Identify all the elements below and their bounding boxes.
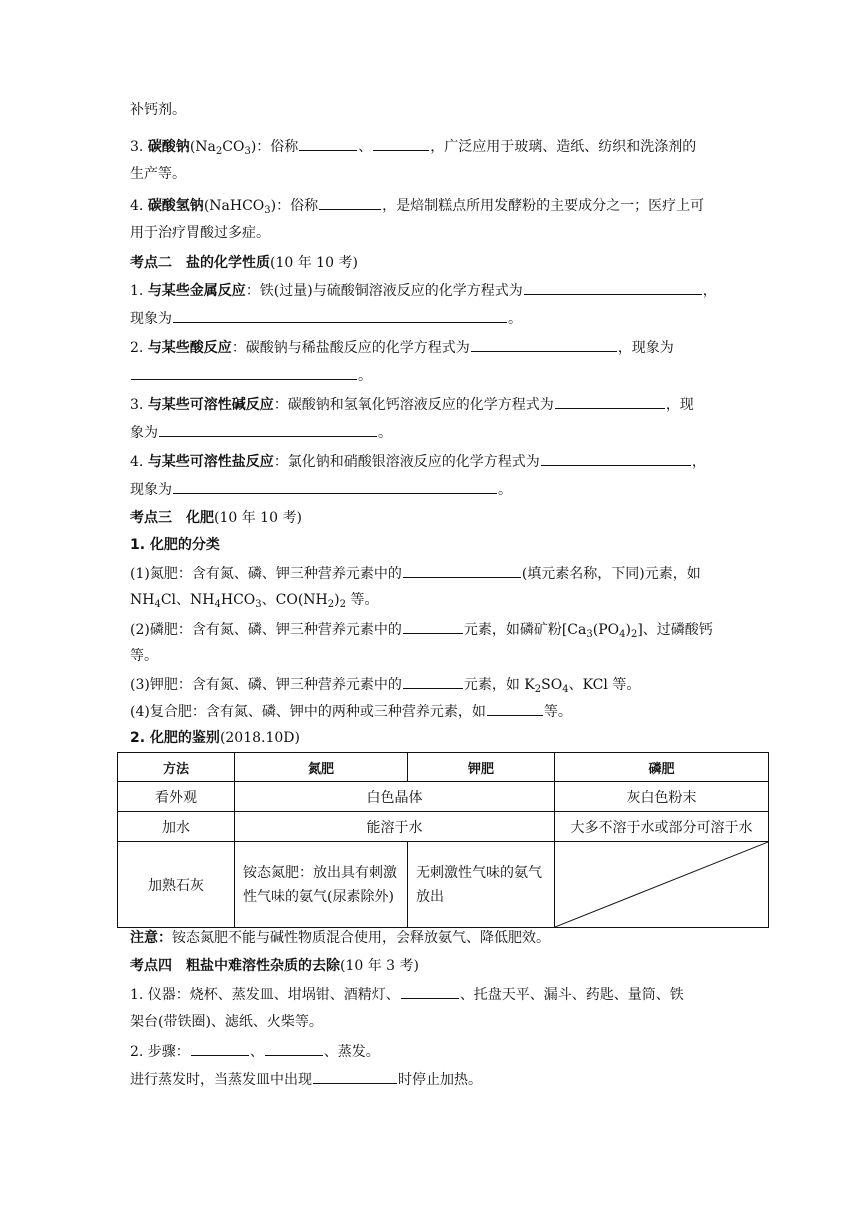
text-line: 。 <box>130 363 372 387</box>
sodium-bicarbonate-line: 4. 碳酸氢钠(NaHCO$_3$)：俗称 ，是焙制糕点所用发酵粉的主要成分之一；医疗上可 <box>130 193 704 217</box>
table-header: 磷肥 <box>555 753 769 782</box>
answer-blank[interactable] <box>191 1039 249 1056</box>
table-header: 方法 <box>118 753 235 782</box>
answer-blank[interactable] <box>524 278 702 295</box>
answer-blank[interactable] <box>131 363 357 380</box>
diagonal-cell <box>555 842 769 928</box>
table-cell: 白色晶体 <box>235 782 555 812</box>
table-cell: 加水 <box>118 812 235 842</box>
phosphate-fertilizer: (2)磷肥：含有氮、磷、钾三种营养元素中的 元素，如磷矿粉$[Ca_3(PO_4)_2]$、过磷酸钙 <box>130 617 713 641</box>
answer-blank[interactable] <box>487 699 543 716</box>
text-line: 现象为 。 <box>130 477 512 501</box>
note-line: 注意：铵态氮肥不能与碱性物质混合使用，会释放氨气、降低肥效。 <box>130 930 550 946</box>
compound-fertilizer: (4)复合肥：含有氮、磷、钾中的两种或三种营养元素，如 等。 <box>130 699 572 723</box>
text-line: 补钙剂。 <box>130 102 186 118</box>
answer-blank[interactable] <box>401 982 459 999</box>
answer-blank[interactable] <box>471 335 617 352</box>
text-line: 象为 。 <box>130 420 392 444</box>
answer-blank[interactable] <box>159 420 377 437</box>
sodium-carbonate-line: 3. 碳酸钠$(Na_2CO_3)$：俗称 、 ，广泛应用于玻璃、造纸、纺织和洗涤剂的 <box>130 134 696 158</box>
subheading: 1. 化肥的分类 <box>130 537 220 553</box>
answer-blank[interactable] <box>541 449 691 466</box>
evaporation-line: 进行蒸发时，当蒸发皿中出现 时停止加热。 <box>130 1067 482 1091</box>
steps-line: 2. 步骤： 、 、蒸发。 <box>130 1039 380 1063</box>
nitrogen-fertilizer: (1)氮肥：含有氮、磷、钾三种营养元素中的 (填元素名称，下同)元素，如 <box>130 561 701 585</box>
potassium-fertilizer: (3)钾肥：含有氮、磷、钾三种营养元素中的 元素，如 $K_2SO_4$、KCl 等。 <box>130 672 640 696</box>
subheading: 2. 化肥的鉴别(2018.10D) <box>130 730 300 746</box>
answer-blank[interactable] <box>403 561 521 578</box>
text-line: 等。 <box>130 648 158 664</box>
answer-blank[interactable] <box>403 672 463 689</box>
diagonal-line <box>555 842 768 927</box>
table-cell: 灰白色粉末 <box>555 782 769 812</box>
table-cell: 看外观 <box>118 782 235 812</box>
section-heading: 考点三 化肥(10 年 10 考) <box>130 510 302 526</box>
table-cell: 铵态氮肥：放出具有刺激性气味的氨气(尿素除外) <box>235 842 408 928</box>
text-line: 现象为 。 <box>130 306 522 330</box>
table-row <box>118 812 769 842</box>
table-row <box>118 842 769 928</box>
question-base: 3. 与某些可溶性碱反应：碳酸钠和氢氧化钙溶液反应的化学方程式为 ，现 <box>130 392 694 416</box>
table-row <box>118 782 769 812</box>
text-line: 用于治疗胃酸过多症。 <box>130 225 270 241</box>
table-header: 钾肥 <box>408 753 555 782</box>
text-line: $NH_4Cl$、$NH_4HCO_3$、$CO(NH_2)_2$ 等。 <box>130 592 379 610</box>
answer-blank[interactable] <box>313 1067 397 1084</box>
instruments-line: 1. 仪器：烧杯、蒸发皿、坩埚钳、酒精灯、 、托盘天平、漏斗、药匙、量筒、铁 <box>130 982 684 1006</box>
answer-blank[interactable] <box>299 134 357 151</box>
fertilizer-table <box>117 752 769 928</box>
answer-blank[interactable] <box>555 392 665 409</box>
question-acid: 2. 与某些酸反应：碳酸钠与稀盐酸反应的化学方程式为 ，现象为 <box>130 335 674 359</box>
answer-blank[interactable] <box>373 134 429 151</box>
table-cell: 无刺激性气味的氨气放出 <box>408 842 555 928</box>
text-line: 生产等。 <box>130 166 186 182</box>
table-cell: 能溶于水 <box>235 812 555 842</box>
answer-blank[interactable] <box>403 617 463 634</box>
question-metal: 1. 与某些金属反应：铁(过量)与硫酸铜溶液反应的化学方程式为 ， <box>130 278 717 302</box>
question-salt: 4. 与某些可溶性盐反应：氯化钠和硝酸银溶液反应的化学方程式为 ， <box>130 449 706 473</box>
section-heading: 考点二 盐的化学性质(10 年 10 考) <box>130 255 358 271</box>
table-cell: 加熟石灰 <box>118 842 235 928</box>
section-heading: 考点四 粗盐中难溶性杂质的去除(10 年 3 考) <box>130 958 419 974</box>
answer-blank[interactable] <box>265 1039 323 1056</box>
answer-blank[interactable] <box>173 477 497 494</box>
table-cell: 大多不溶于水或部分可溶于水 <box>555 812 769 842</box>
text-line: 架台(带铁圈)、滤纸、火柴等。 <box>130 1014 323 1030</box>
answer-blank[interactable] <box>319 193 381 210</box>
table-header: 氮肥 <box>235 753 408 782</box>
answer-blank[interactable] <box>173 306 507 323</box>
